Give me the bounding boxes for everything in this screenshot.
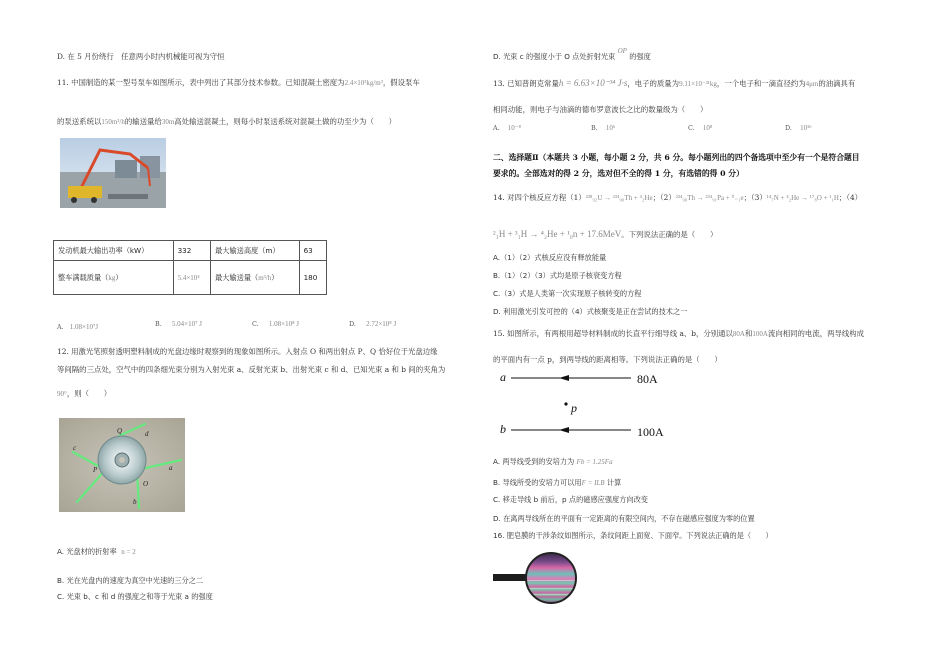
label-o: O (143, 480, 149, 488)
q14-option-a[interactable]: A.（1）（2）式核反应没有释放能量 (493, 253, 607, 262)
soap-film-photo (493, 550, 583, 606)
q16-line1: 16. 肥皂膜的干涉条纹如图所示，条纹间距上面宽、下面窄。下列说法正确的是（ ） (493, 531, 773, 540)
q14-option-b[interactable]: B.（1）（2）（3）式均是原子核衰变方程 (493, 271, 622, 280)
q13-option-c[interactable]: C. 10⁸ (688, 124, 713, 132)
q14-line2: ²₁H + ³₁H → ⁴₂He + ¹₀n + 17.6MeV。下列说法正确的是（ ） (493, 229, 718, 239)
arrow-left-icon (559, 375, 569, 381)
q13-line1: 13. 已知普朗克常量h = 6.63×10⁻³⁴ J·s，电子的质量为9.11×10⁻³¹kg，一个电子和一滴直径约为4μm的油滴具有 (493, 78, 856, 88)
pump-truck-photo (60, 138, 166, 208)
label-a: a (169, 464, 173, 472)
wire-a-current: 80A (637, 372, 658, 386)
q15-option-b[interactable]: B. 导线所受的安培力可以用F = ILB 计算 (493, 478, 622, 487)
section-title-line2: 要求的。全部选对的得 2 分，选对但不全的得 1 分，有选错的得 0 分） (493, 169, 744, 178)
density-value: 2.4×10³kg/m³ (344, 79, 383, 87)
label-b: b (133, 498, 137, 506)
q12-option-c[interactable]: C. 光束 b、c 和 d 的强度之和等于光束 a 的强度 (57, 592, 213, 601)
q15-option-a[interactable]: A. 两导线受到的安培力为 Fb = 1.25Fa (493, 457, 613, 466)
spec-table (53, 240, 327, 295)
electron-mass-value: 9.11×10⁻³¹kg (679, 80, 717, 88)
table-row: 整车满载质量（kg） 5.4×10⁴ 最大输送量（m³/h） 180 (54, 261, 327, 295)
point-p (564, 402, 567, 405)
droplet-diameter: 4μm (805, 80, 819, 88)
q12-line1: 12. 用激光笔照射透明塑料制成的光盘边缘时观察到的现象如图所示。入射点 O 和两出射点 P、Q 恰好位于光盘边缘 (57, 347, 438, 356)
cd-optics-photo (59, 418, 185, 512)
label-q: Q (117, 427, 123, 435)
q15-option-d[interactable]: D. 在离两导线所在的平面有一定距离的有限空间内，不存在磁感应强度为零的位置 (493, 514, 755, 523)
flow-value: 150m³/h (101, 118, 125, 126)
angle-value: 90° (57, 390, 67, 398)
q11-option-c[interactable]: C. 1.08×10⁸ J (252, 320, 299, 328)
q13-option-d[interactable]: D. 10¹⁶ (785, 124, 812, 132)
q13-line2: 相同动能，则电子与油滴的德布罗意波长之比的数量级为（ ） (493, 105, 708, 114)
q13-option-b[interactable]: B. 10⁶ (591, 124, 616, 132)
q14-line1: 14. 对四个核反应方程（1）²³⁸₉₂U → ²³⁴₉₀Th + ⁴₂He；（2）²³⁴₉₀Th → ²³⁴₉₁Pa + ⁰₋₁e；（3）¹⁴₇N + ⁴₂He → ¹⁷₈O + ¹₁H；（4） (493, 193, 863, 202)
height-value: 30m (161, 118, 175, 126)
q11-option-b[interactable]: B. 5.04×10⁷ J (155, 320, 203, 328)
q11-line2: 的泵送系统以150m³/h的输送量给30m高处输送混凝土，则每小时泵送系统对混凝土做的功至少为（ ） (57, 117, 397, 126)
q12-option-b[interactable]: B. 光在光盘内的速度为真空中光速的三分之二 (57, 576, 204, 585)
current-a: 80A (732, 330, 745, 338)
equation-3: ¹⁴₇N + ⁴₂He → ¹⁷₈O + ¹₁H (766, 194, 839, 202)
q11-line1: 11. 中国制造的某一型号泵车如图所示，表中列出了其部分技术参数。已知混凝土密度为2.4×10³kg/m³，假设泵车 (57, 78, 420, 87)
equation-1: ²³⁸₉₂U → ²³⁴₉₀Th + ⁴₂He (585, 194, 653, 202)
q14-option-d[interactable]: D. 利用激光引发可控的（4）式核聚变是正在尝试的技术之一 (493, 307, 688, 316)
q12-option-d[interactable]: D. 光束 c 的强度小于 O 点处折射光束 OP 的强度 (493, 47, 651, 61)
point-p-label: p (571, 401, 577, 415)
equation-4: ²₁H + ³₁H → ⁴₂He + ¹₀n + 17.6MeV (493, 229, 622, 239)
wire-b-current: 100A (637, 425, 664, 439)
arrow-left-icon (559, 427, 569, 433)
q13-option-a[interactable]: A. 10⁻⁸ (493, 124, 521, 132)
current-b: 100A (752, 330, 768, 338)
q15-line2: 的平面内有一点 p，到两导线的距离相等。下列说法正确的是（ ） (493, 355, 722, 364)
equation-2: ²³⁴₉₀Th → ²³⁴₉₁Pa + ⁰₋₁e (675, 194, 744, 202)
q14-option-c[interactable]: C.（3）式是人类第一次实现原子核转变的方程 (493, 289, 642, 298)
label-p: P (93, 466, 98, 474)
q12-line2: 等间隔的三点处，空气中的四条细光束分别为入射光束 a、反射光束 b、出射光束 c 和 d、已知光束 a 和 b 间的夹角为 (57, 365, 446, 374)
q15-option-c[interactable]: C. 移走导线 b 前后，p 点的磁感应强度方向改变 (493, 495, 648, 504)
wire-b-label: b (500, 422, 506, 436)
q10-option-d: D. 在 5 月份绕行 任意两小时内机械能可视为守恒 (57, 52, 225, 61)
q11-option-a[interactable]: A. 1.08×10⁷J (57, 323, 99, 331)
wire-a-label: a (500, 370, 506, 384)
section-title-line1: 二、选择题Ⅱ（本题共 3 小题，每小题 2 分，共 6 分。每小题列出的四个备选项中至少有一个是符合题目 (493, 153, 860, 162)
label-c: c (73, 444, 77, 452)
parallel-wires-figure (495, 368, 695, 446)
table-row: 发动机最大输出功率（kW） 332 最大输送高度（m） 63 (54, 241, 327, 261)
q11-option-d[interactable]: D. 2.72×10⁸ J (349, 320, 397, 328)
q12-line3: 90°，则（ ） (57, 389, 112, 398)
planck-value: h = 6.63×10⁻³⁴ J·s (558, 78, 628, 88)
q12-option-a[interactable]: A. 光盘材的折射率 n = 2 (57, 547, 136, 556)
q15-line1: 15. 如图所示，有两根用超导材料制成的长直平行细导线 a、b，分别通以80A和100A流向相同的电流，两导线构成 (493, 329, 865, 338)
label-d: d (145, 430, 149, 438)
